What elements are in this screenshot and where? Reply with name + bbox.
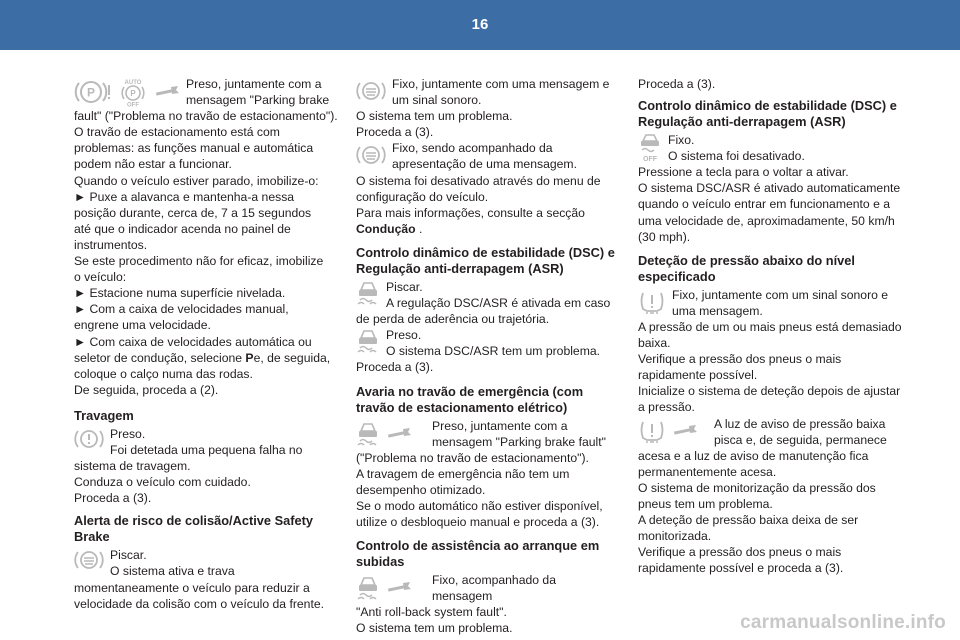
off-label: OFF (643, 156, 657, 163)
wrench-icon (386, 581, 412, 595)
text-line: rapidamente possível e proceda a (3). (638, 561, 844, 576)
text-line: Fixo, juntamente com um sinal sonoro e (672, 287, 889, 302)
text-line: O sistema tem um problema. (356, 621, 513, 636)
text-line: configuração do veículo. (356, 189, 489, 204)
text-line: Inicialize o sistema de deteção depois de ajustar (638, 384, 901, 399)
section-link-conducao: Condução (356, 221, 416, 236)
off-label: OFF (127, 102, 139, 107)
auto-off-icon (118, 77, 148, 107)
tyre-pressure-icon (638, 289, 666, 315)
gear-p: P (245, 350, 254, 365)
pressao-fixed-text (638, 287, 900, 416)
text-line: instrumentos. (74, 237, 148, 252)
text-line: "Anti roll-back system fault". (356, 605, 507, 620)
text-line: uma velocidade de, aproximadamente, 50 km/h (638, 213, 895, 228)
text-line: um sinal sonoro. (392, 93, 482, 108)
text-line (356, 221, 618, 237)
text-line: Se o modo automático não estiver disponível, (356, 498, 603, 513)
dsc-flash-text (356, 279, 618, 327)
text-line: A deteção de pressão baixa deixa de ser (638, 513, 859, 528)
collision-fixed-text (356, 76, 618, 140)
text-line: Preso. (386, 328, 422, 343)
text-line: pneus tem um problema. (638, 496, 773, 511)
section-title-dsc (356, 245, 618, 277)
text-line: Proceda a (3). (74, 491, 152, 506)
icon-group-dsc-fault (356, 327, 380, 355)
text-line: monitorizada. (638, 529, 712, 544)
dsc-off-icon (638, 132, 662, 162)
icon-group-collision (74, 547, 104, 573)
title-line: Regulação anti-derrapagem (ASR) (356, 260, 564, 276)
column-2 (356, 76, 618, 637)
section-title-subidas (356, 538, 618, 570)
text-line: Piscar. (110, 548, 147, 563)
collision-alert-icon (356, 143, 386, 167)
section-title-travagem: Travagem (74, 407, 134, 423)
text-line: A pressão de um ou mais pneus está demasiado (638, 319, 902, 334)
text-line: Para mais informações, consulte a secção (356, 205, 585, 220)
brake-warning-icon (74, 427, 104, 451)
text-line: acesa e a luz de aviso de manutenção fica (638, 448, 869, 463)
svg-text:P: P (86, 85, 96, 100)
title-line: Brake (74, 529, 110, 545)
section-title-dsc-off (638, 98, 900, 130)
text-line (74, 350, 336, 366)
text-line: apresentação de uma mensagem. (392, 157, 577, 172)
icon-group-collision-off (356, 140, 386, 170)
text-line: Proceda a (3). (356, 125, 434, 140)
section-title-avaria (356, 384, 618, 416)
dsc-skid-icon (356, 328, 380, 354)
text-line: O sistema ativa e trava (110, 564, 235, 579)
dsc-fault-text (356, 327, 618, 375)
title-line: Controlo dinâmico de estabilidade (DSC) e (638, 98, 897, 114)
text-line: Foi detetada uma pequena falha no (110, 442, 303, 457)
text-line: O sistema foi desativado. (668, 149, 805, 164)
section-title-pressao (638, 253, 900, 285)
text-line: desempenho otimizado. (356, 482, 486, 497)
text-line: problemas: as funções manual e automática (74, 141, 314, 156)
text-line: Preso, juntamente com a (186, 77, 322, 91)
text-line: coloque o calço numa das rodas. (74, 366, 253, 381)
text-line: Se este procedimento não for eficaz, imobilize (74, 254, 324, 269)
text-line: Fixo, juntamente com uma mensagem e (392, 77, 610, 91)
icon-group-tyre-fixed (638, 287, 666, 317)
text-line: O sistema de monitorização da pressão dos (638, 480, 876, 495)
icon-group-tyre-fault (638, 416, 708, 446)
dsc-skid-icon (356, 421, 380, 447)
text-line: mensagem "Parking brake (186, 93, 330, 108)
text-line: Fixo. (668, 133, 695, 148)
dsc-skid-icon (356, 280, 380, 306)
title-line: subidas (356, 554, 405, 570)
alerta-text (74, 547, 336, 611)
title-line: Deteção de pressão abaixo do nível (638, 252, 855, 268)
wrench-icon (672, 424, 698, 438)
dsc-off-text (638, 132, 900, 245)
text-line: baixa. (638, 336, 671, 351)
text-line: De seguida, proceda a (2). (74, 382, 219, 397)
wrench-icon (154, 85, 180, 99)
text-line: ► Estacione numa superfície nivelada. (74, 286, 286, 301)
auto-label: AUTO (124, 80, 142, 86)
icon-group-parking (74, 76, 180, 108)
text-line: o veículo: (74, 270, 127, 285)
link-tail: . (415, 221, 423, 236)
text-line: O sistema foi desativado através do menu de (356, 173, 601, 188)
column-3 (638, 76, 900, 576)
text-line: ► Puxe a alavanca e mantenha-a nessa (74, 189, 295, 204)
text-line: A travagem de emergência não tem um (356, 466, 570, 481)
text-line: Preso. (110, 426, 146, 441)
title-line: Alerta de risco de colisão/Active Safety (74, 513, 313, 529)
text-line: O sistema tem um problema. (356, 109, 513, 124)
travagem-text (74, 426, 336, 506)
pe-pre: seletor de condução, selecione (74, 350, 246, 365)
text-line: A regulação DSC/ASR é ativada em caso (386, 296, 611, 311)
collision-off-text (356, 140, 618, 237)
text-line: ► Com caixa de velocidades automática ou (74, 334, 312, 349)
parking-brake-icon (74, 79, 112, 105)
text-line: O sistema DSC/ASR é ativado automaticamente (638, 181, 901, 196)
title-line: Regulação anti-derrapagem (ASR) (638, 114, 846, 130)
text-line: pisca e, de seguida, permanece (714, 432, 887, 447)
icon-group-brake (74, 426, 104, 452)
text-line: momentaneamente o veículo para reduzir a (74, 580, 310, 595)
text-line: Proceda a (3). (356, 360, 434, 375)
title-line: travão de estacionamento elétrico) (356, 399, 568, 415)
text-line: A luz de aviso de pressão baixa (714, 416, 886, 431)
text-line: Fixo, sendo acompanhado da (392, 141, 553, 156)
section-title-alerta (74, 513, 336, 545)
watermark: carmanualsonline.info (740, 612, 946, 633)
text-line: mensagem "Parking brake fault" (432, 434, 606, 449)
text-line: uma mensagem. (672, 303, 763, 318)
text-line: Preso, juntamente com a (432, 418, 568, 433)
pe-post: e, de seguida, (253, 350, 331, 365)
text-line: podem não estar a funcionar. (74, 157, 232, 172)
text-line: sistema de travagem. (74, 459, 191, 474)
parking-fault-intro (74, 76, 336, 398)
collision-alert-icon (74, 548, 104, 572)
text-line: velocidade da colisão com o veículo da frente. (74, 596, 324, 611)
text-line: Proceda a (3). (638, 77, 716, 91)
hill-start-icon (356, 575, 380, 601)
text-line: posição durante, cerca de, 7 a 15 segundos (74, 205, 312, 220)
title-line: especificado (638, 268, 716, 284)
wrench-icon (386, 427, 412, 441)
column-1 (74, 76, 336, 612)
text-line: Quando o veículo estiver parado, imobilize-o: (74, 173, 319, 188)
text-line: ► Com a caixa de velocidades manual, (74, 302, 289, 317)
icon-group-dsc-off (638, 132, 662, 162)
text-line: Fixo, acompanhado da mensagem (432, 573, 556, 604)
text-line: (30 mph). (638, 229, 691, 244)
text-line: de perda de aderência ou trajetória. (356, 312, 550, 327)
text-line: O sistema DSC/ASR tem um problema. (386, 344, 601, 359)
text-line: utilize o desbloqueio manual e proceda a (3). (356, 515, 600, 530)
title-line: Controlo dinâmico de estabilidade (DSC) e (356, 244, 615, 260)
text-line: engrene uma velocidade. (74, 318, 211, 333)
text-line: até que o indicador acenda no painel de (74, 221, 291, 236)
text-line: a pressão. (638, 400, 695, 415)
icon-group-avaria (356, 418, 426, 450)
icon-group-collision-fixed (356, 76, 386, 106)
text-line: Conduza o veículo com cuidado. (74, 475, 251, 490)
text-line: rapidamente possível. (638, 368, 758, 383)
text-line: ("Problema no travão de estacionamento"). (356, 450, 589, 465)
page-number: 16 (471, 16, 489, 33)
text-line: Verifique a pressão dos pneus o mais (638, 545, 842, 560)
svg-text:P: P (130, 89, 136, 98)
text-line: Pressione a tecla para o voltar a ativar. (638, 165, 849, 180)
text-line: O travão de estacionamento está com (74, 125, 280, 140)
text-line: quando o veículo entrar em funcionamento e a (638, 197, 891, 212)
title-line: Avaria no travão de emergência (com (356, 383, 584, 399)
icon-group-dsc-flash (356, 279, 380, 307)
text-line: Verifique a pressão dos pneus o mais (638, 352, 842, 367)
collision-alert-icon (356, 79, 386, 103)
text-line: permanentemente acesa. (638, 464, 777, 479)
tyre-pressure-icon (638, 418, 666, 444)
text-line: Piscar. (386, 279, 423, 294)
text-line: fault" ("Problema no travão de estacionamento"). (74, 109, 338, 124)
icon-group-hill (356, 572, 426, 604)
title-line: Controlo de assistência ao arranque em (356, 538, 600, 554)
